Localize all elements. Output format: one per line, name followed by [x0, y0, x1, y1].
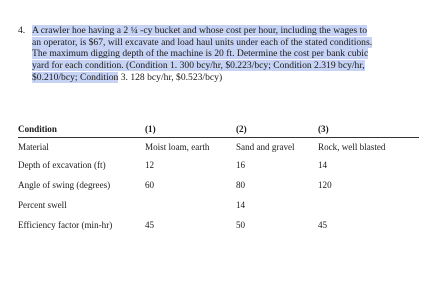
problem-line-2: an operator, is $67, will excavate and load haul units under each of the stated conditions. — [32, 36, 373, 48]
problem-line-4: yard for each condition. (Condition 1. 300 bcy/hr, $0.223/bcy; Condition 2.319 bcy/hr, — [32, 60, 365, 72]
table-row — [18, 175, 419, 195]
problem-line-5-highlighted: $0.210/bcy; Condition — [32, 71, 119, 83]
problem-text — [32, 25, 418, 84]
table-cell: 120 — [318, 180, 332, 190]
problem-line-5-rest: 3. 128 bcy/hr, $0.523/bcy) — [118, 71, 223, 83]
table-cell: Sand and gravel — [236, 141, 295, 152]
table-cell: 80 — [236, 180, 246, 190]
table-cell: 14 — [236, 200, 246, 210]
problem-number: 4. — [18, 25, 26, 36]
table-cell: 16 — [236, 160, 246, 170]
problem-line-3: The maximum digging depth of the machine is 20 ft. Determine the cost per bank cubic — [32, 48, 369, 60]
table-row — [18, 215, 419, 235]
table-row — [18, 155, 419, 175]
table-cell: 45 — [145, 220, 155, 230]
row-label: Angle of swing (degrees) — [18, 180, 111, 190]
table-cell: 14 — [318, 160, 328, 170]
table-header-row — [18, 120, 419, 138]
row-label: Material — [18, 141, 49, 152]
row-label: Percent swell — [18, 200, 67, 210]
table-cell: 45 — [318, 220, 328, 230]
header-condition-1: (1) — [145, 120, 236, 138]
table-cell: 12 — [145, 160, 155, 170]
table-cell: Moist loam, earth — [145, 141, 210, 152]
table-row — [18, 195, 419, 215]
table-row — [18, 138, 419, 156]
table-cell: Rock, well blasted — [318, 141, 386, 152]
row-label: Efficiency factor (min-hr) — [18, 220, 113, 230]
table-cell — [145, 195, 236, 215]
row-label: Depth of excavation (ft) — [18, 160, 106, 170]
conditions-table — [18, 120, 419, 235]
header-condition-2: (2) — [236, 120, 318, 138]
table-cell: 50 — [236, 220, 246, 230]
table-cell: 60 — [145, 180, 155, 190]
header-condition-3: (3) — [318, 120, 419, 138]
header-condition: Condition — [18, 120, 145, 138]
problem-line-1: A crawler hoe having a 2 ¼ -cy bucket and whose cost per hour, including the wages to — [32, 25, 368, 36]
table-cell — [318, 195, 419, 215]
